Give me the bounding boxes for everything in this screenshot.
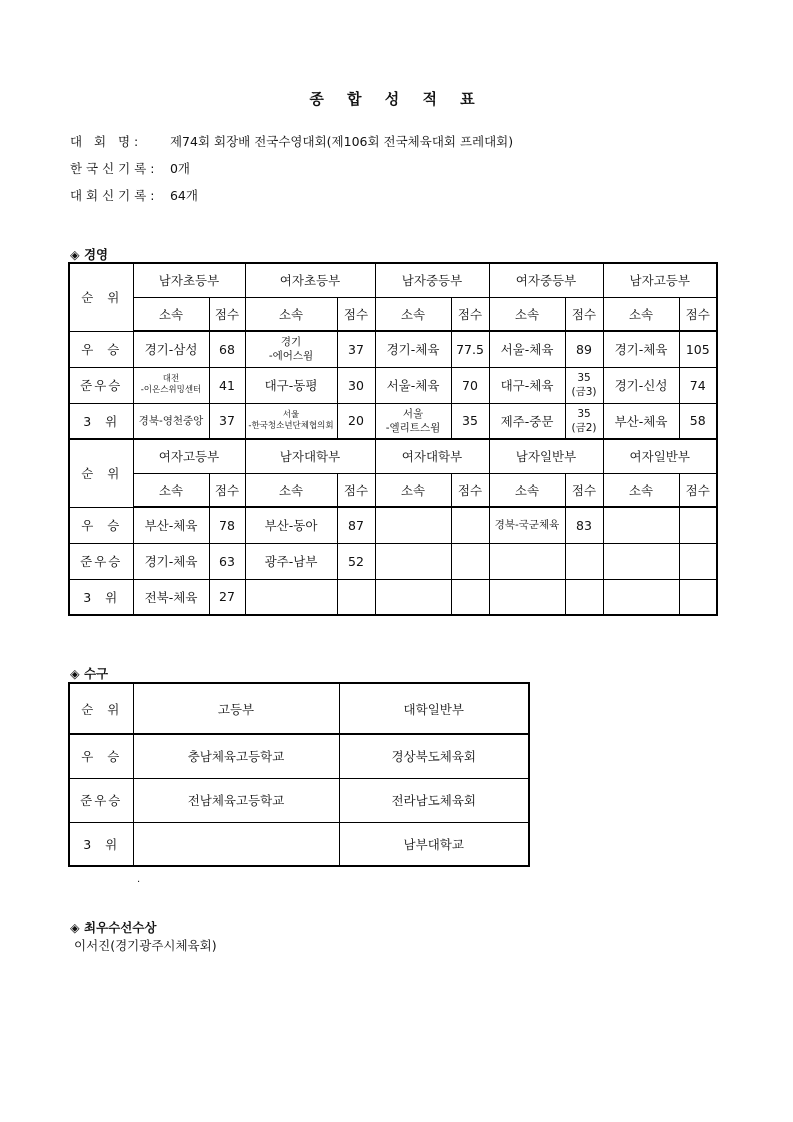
affiliation-cell — [245, 579, 337, 615]
university-cell: 경상북도체육회 — [339, 734, 529, 778]
score-cell — [451, 507, 489, 543]
rank-cell: 준우승 — [69, 778, 133, 822]
waterpolo-section-title: ◈ 수구 — [70, 666, 109, 681]
division-header: 남자중등부 — [375, 263, 489, 297]
affiliation-header: 소속 — [489, 297, 565, 331]
score-cell: 63 — [209, 543, 245, 579]
table-row — [69, 822, 529, 866]
affiliation-cell — [603, 579, 679, 615]
affiliation-cell — [603, 507, 679, 543]
high-school-cell — [133, 822, 339, 866]
affiliation-cell: 경기-체육 — [603, 331, 679, 367]
affiliation-cell — [489, 543, 565, 579]
score-cell: 35 — [451, 403, 489, 439]
score-cell: 58 — [679, 403, 717, 439]
table-row — [69, 403, 717, 439]
score-cell — [451, 543, 489, 579]
score-header: 점수 — [451, 297, 489, 331]
division-header: 남자초등부 — [133, 263, 245, 297]
affiliation-cell: 경북-영천중앙 — [133, 403, 209, 439]
affiliation-cell: 대구-체육 — [489, 367, 565, 403]
score-header: 점수 — [679, 473, 717, 507]
high-school-cell: 충남체육고등학교 — [133, 734, 339, 778]
affiliation-cell: 서울-체육 — [489, 331, 565, 367]
affiliation-cell: 경기 -에어스윔 — [245, 331, 337, 367]
score-cell: 105 — [679, 331, 717, 367]
score-cell: 78 — [209, 507, 245, 543]
affiliation-cell: 경기-체육 — [375, 331, 451, 367]
score-cell: 41 — [209, 367, 245, 403]
waterpolo-univ-header: 대학일반부 — [339, 683, 529, 734]
table-row — [69, 734, 529, 778]
rank-header: 순 위 — [69, 263, 133, 331]
division-header: 여자일반부 — [603, 439, 717, 473]
score-cell — [337, 579, 375, 615]
rank-cell: 우 승 — [69, 734, 133, 778]
table-row — [69, 543, 717, 579]
affiliation-cell — [375, 507, 451, 543]
division-header: 남자일반부 — [489, 439, 603, 473]
affiliation-cell: 경기-신성 — [603, 367, 679, 403]
score-cell: 30 — [337, 367, 375, 403]
affiliation-cell: 대구-동평 — [245, 367, 337, 403]
division-header: 여자중등부 — [489, 263, 603, 297]
score-cell: 35 (금2) — [565, 403, 603, 439]
score-cell: 77.5 — [451, 331, 489, 367]
affiliation-cell: 경북-국군체육 — [489, 507, 565, 543]
mvp-section-title: ◈ 최우수선수상 — [70, 920, 157, 935]
swimming-section-title: ◈ 경영 — [70, 247, 109, 262]
score-cell: 68 — [209, 331, 245, 367]
score-header: 점수 — [565, 473, 603, 507]
score-header: 점수 — [209, 473, 245, 507]
score-cell — [679, 543, 717, 579]
affiliation-header: 소속 — [375, 297, 451, 331]
waterpolo-results-table — [68, 682, 530, 867]
score-cell: 87 — [337, 507, 375, 543]
division-header: 남자대학부 — [245, 439, 375, 473]
rank-cell: 3 위 — [69, 579, 133, 615]
table-row — [69, 579, 717, 615]
rank-cell: 준우승 — [69, 367, 133, 403]
korean-record-value: 0개 — [169, 161, 191, 176]
rank-cell: 우 승 — [69, 507, 133, 543]
affiliation-header: 소속 — [133, 473, 209, 507]
score-cell — [565, 543, 603, 579]
mvp-name: 이서진(경기광주시체육회) — [74, 938, 217, 953]
score-cell: 70 — [451, 367, 489, 403]
score-cell — [565, 579, 603, 615]
high-school-cell: 전남체육고등학교 — [133, 778, 339, 822]
affiliation-cell: 서울 -엘리트스윔 — [375, 403, 451, 439]
affiliation-cell: 광주-남부 — [245, 543, 337, 579]
affiliation-cell: 부산-체육 — [133, 507, 209, 543]
score-cell: 83 — [565, 507, 603, 543]
score-header: 점수 — [565, 297, 603, 331]
affiliation-cell: 전북-체육 — [133, 579, 209, 615]
affiliation-cell: 경기-삼성 — [133, 331, 209, 367]
division-header: 여자고등부 — [133, 439, 245, 473]
table-row — [69, 331, 717, 367]
rank-cell: 3 위 — [69, 822, 133, 866]
score-cell: 89 — [565, 331, 603, 367]
rank-cell: 준우승 — [69, 543, 133, 579]
affiliation-cell — [603, 543, 679, 579]
score-cell: 52 — [337, 543, 375, 579]
score-cell: 37 — [337, 331, 375, 367]
affiliation-cell: 경기-체육 — [133, 543, 209, 579]
score-header: 점수 — [451, 473, 489, 507]
affiliation-cell — [375, 579, 451, 615]
affiliation-header: 소속 — [603, 473, 679, 507]
division-header: 여자대학부 — [375, 439, 489, 473]
rank-cell: 3 위 — [69, 403, 133, 439]
meet-record-row — [70, 186, 198, 204]
score-header: 점수 — [337, 473, 375, 507]
score-cell: 74 — [679, 367, 717, 403]
waterpolo-rank-header: 순 위 — [69, 683, 133, 734]
stray-mark: . — [137, 874, 141, 885]
affiliation-header: 소속 — [133, 297, 209, 331]
affiliation-header: 소속 — [375, 473, 451, 507]
university-cell: 전라남도체육회 — [339, 778, 529, 822]
affiliation-cell — [375, 543, 451, 579]
affiliation-header: 소속 — [245, 473, 337, 507]
affiliation-header: 소속 — [489, 473, 565, 507]
division-header: 여자초등부 — [245, 263, 375, 297]
score-header: 점수 — [337, 297, 375, 331]
rank-cell: 우 승 — [69, 331, 133, 367]
affiliation-cell: 대전 -이온스위밍센터 — [133, 367, 209, 403]
score-cell: 35 (금3) — [565, 367, 603, 403]
score-cell: 37 — [209, 403, 245, 439]
affiliation-cell — [489, 579, 565, 615]
score-header: 점수 — [209, 297, 245, 331]
waterpolo-high-header: 고등부 — [133, 683, 339, 734]
score-cell — [451, 579, 489, 615]
score-cell — [679, 579, 717, 615]
affiliation-cell: 부산-체육 — [603, 403, 679, 439]
score-header: 점수 — [679, 297, 717, 331]
score-cell: 20 — [337, 403, 375, 439]
meet-name-row — [70, 132, 513, 150]
score-cell — [679, 507, 717, 543]
table-row — [69, 507, 717, 543]
affiliation-cell: 서울 -한국청소년단체협의회 — [245, 403, 337, 439]
affiliation-cell: 부산-동아 — [245, 507, 337, 543]
page-title: 종 합 성 적 표 — [309, 90, 484, 108]
meet-record-value: 64개 — [169, 188, 198, 203]
division-header: 남자고등부 — [603, 263, 717, 297]
swimming-results-table — [68, 262, 718, 616]
affiliation-header: 소속 — [245, 297, 337, 331]
meet-record-label: 대 회 신 기 록 : — [70, 188, 155, 203]
meet-name-value: 제74회 회장배 전국수영대회(제106회 전국체육대회 프레대회) — [169, 134, 514, 149]
score-cell: 27 — [209, 579, 245, 615]
meet-name-label: 대 회 명 : — [70, 134, 139, 149]
affiliation-cell: 제주-중문 — [489, 403, 565, 439]
rank-header: 순 위 — [69, 439, 133, 507]
korean-record-label: 한 국 신 기 록 : — [70, 161, 155, 176]
korean-record-row — [70, 159, 190, 177]
affiliation-header: 소속 — [603, 297, 679, 331]
table-row — [69, 367, 717, 403]
university-cell: 남부대학교 — [339, 822, 529, 866]
affiliation-cell: 서울-체육 — [375, 367, 451, 403]
table-row — [69, 778, 529, 822]
